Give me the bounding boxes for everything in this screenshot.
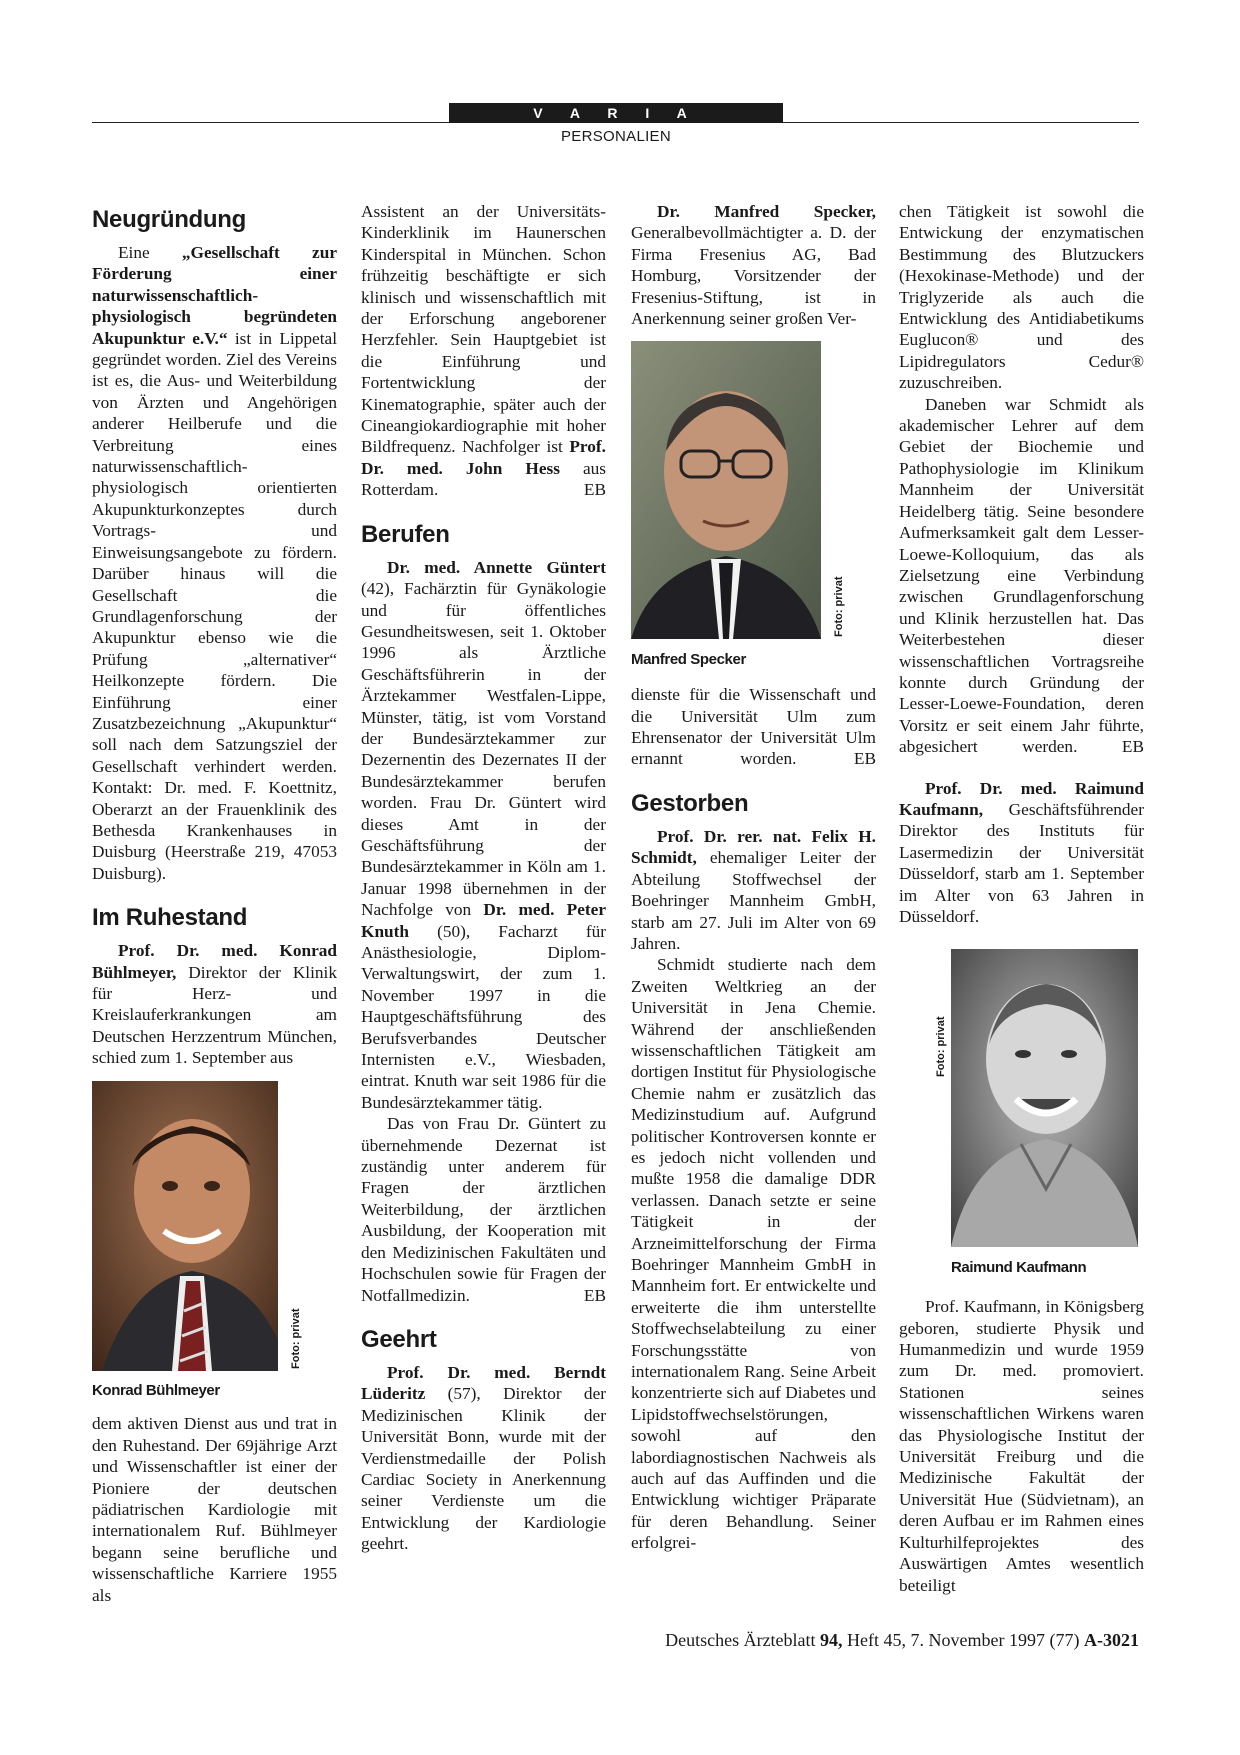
volume: 94, (820, 1630, 843, 1650)
text: Eine (118, 243, 182, 262)
photo-caption: Raimund Kaufmann (951, 1258, 1087, 1276)
person-name: Prof. Dr. med. Raimund Kaufmann, (899, 778, 1144, 819)
photo-credit: Foto: privat (935, 1016, 947, 1078)
text: (50), Facharzt für Anästhesiologie, Diplom-Verwaltungswirt, der zum 1. November 1997 in die Hauptgeschäftsführung des Berufsverbandes Deutscher Internisten e.V., Wiesbaden, eintrat. Knuth war seit 1986 für die Bundesärztekammer tätig. (361, 921, 606, 1112)
article-ruhestand-cont: dem aktiven Dienst aus und trat in den Ruhestand. Der 69jährige Arzt und Wissenschaftler ist einer der Pioniere der deutschen pädiatrischen Kardiologie mit internationalem Ruf. Bühlmeyer begann seine berufliche und wissenschaftliche Karriere 1955 als (92, 1414, 337, 1605)
person-name: Prof. Dr. med. Berndt Lüderitz (361, 1362, 606, 1404)
page-number: A-3021 (1084, 1630, 1139, 1650)
photo-caption: Konrad Bühlmeyer (92, 1382, 220, 1400)
text: Assistent an der Universitäts-Kinderklinik im Haunerschen Kinderspital in München. Schon frühzeitig beschäftigte er sich klinisch und wissenschaftlich mit der Erforschung angeborener Herzfehler. Sein Hauptgebiet ist die Einführung und Fortentwicklung der Kinematographie, später auch der Cineangiokardiographie mit hoher Bildfrequenz. Nachfolger ist (361, 202, 606, 457)
journal-name: Deutsches Ärzteblatt (665, 1630, 821, 1650)
text: Geschäftsführender Direktor des Instituts für Lasermedizin der Universität Düsseldorf, starb am 1. September im Alter von 63 Jahren in Düsseldorf. (899, 799, 1144, 926)
article-berufen (361, 557, 606, 1114)
person-name: Dr. med. Peter Knuth (361, 900, 606, 941)
article-schmidt-end-2: Daneben war Schmidt als akademischer Lehrer auf dem Gebiet der Biochemie und Pathophysiologie im Klinikum Mannheim der Universität Heidelberg tätig. Seine besondere Aufmerksamkeit galt dem Lesser-Loewe-Kolloquium, das als Zielsetzung eine Verbindung zwischen Grundlagenforschung und Klinik herzustellen hat. Das Weiterbestehen dieser wissenschaftlichen Vortragsreihe konnte durch Gründung der Lesser-Loewe-Foundation, deren Vorsitz er seit einem Jahr führte, abgesichert werden. EB (899, 394, 1144, 757)
heading-neugruendung: Neugründung (92, 206, 247, 233)
article-schmidt-cont: Schmidt studierte nach dem Zweiten Weltkrieg an der Universität in Jena Chemie. Während der anschließenden wissenschaftlichen Tätigkeit am dortigen Institut für Physiologische Chemie nahm er zusätzlich das Medizinstudium auf. Aufgrund politischer Kontroversen konnte er es jedoch nicht vollenden und mußte 1958 die damalige DDR verlassen. Danach setzte er seine Tätigkeit in der Arzneimittelforschung der Firma Boehringer Mannheim GmbH in Mannheim fort. Er entwickelte und erweiterte die ihm unterstellte Stoffwechselabteilung zu einer Forschungsstätte von internationalem Rang. Seine Arbeit konzentrierte sich auf Diabetes und Lipidstoffwechselstörungen, sowohl auf den labordiagnostischen Nachweis als auch auf das Auffinden und die Entwicklung wichtiger Präparate für deren Behandlung. Seiner erfolgrei- (631, 955, 876, 1553)
article-kaufmann (899, 778, 1144, 928)
society-name: „Gesellschaft zur Förderung einer naturwissenschaftlich-physiologisch begründeten Akupunktur e.V.“ (92, 243, 337, 348)
article-specker-cont: dienste für die Wissenschaft und die Universität Ulm zum Ehrensenator der Universität Ulm ernannt worden. EB (631, 685, 876, 769)
text: ehemaliger Leiter der Abteilung Stoffwechsel der Boehringer Mannheim GmbH, starb am 27. Juli im Alter von 69 Jahren. (631, 848, 876, 953)
heading-gestorben: Gestorben (631, 789, 749, 817)
category-banner: V A R I A (449, 103, 783, 123)
text: Generalbevollmächtigter a. D. der Firma Fresenius AG, Bad Homburg, Vorsitzender der Fresenius-Stiftung, ist in Anerkennung seiner großen Ver- (631, 223, 876, 329)
person-name: Prof. Dr. med. Konrad Bühlmeyer, (92, 941, 337, 982)
heading-geehrt: Geehrt (361, 1325, 437, 1353)
person-name: Prof. Dr. rer. nat. Felix H. Schmidt, (631, 826, 876, 868)
page-footer (665, 1630, 1139, 1651)
text: Direktor der Klinik für Herz- und Kreislauferkrankungen am Deutschen Herzzentrum München, schied zum 1. September aus (92, 962, 337, 1068)
article-geehrt (361, 1362, 606, 1555)
article-specker (631, 201, 876, 329)
article-ruhestand-end (361, 201, 606, 501)
article-neugruendung (92, 242, 337, 884)
article-schmidt (631, 826, 876, 954)
article-schmidt-end: chen Tätigkeit ist sowohl die Entwickung der enzymatischen Bestimmung des Blutzuckers (Hexokinase-Methode) und der Triglyzeride als auch die Entwicklung des Antidiabetikums Euglucon® und des Lipidregulators Cedur® zuzuschreiben. (899, 202, 1144, 393)
photo-specker-block (631, 341, 876, 670)
heading-berufen: Berufen (361, 520, 450, 548)
portrait-photo (92, 1081, 278, 1371)
photo-credit: Foto: privat (290, 1308, 302, 1369)
portrait-photo (631, 341, 821, 639)
article-berufen-cont: Das von Frau Dr. Güntert zu übernehmende Dezernat ist zuständig unter anderem für Fragen der ärztlichen Weiterbildung, der ärztlichen Ausbildung, der Kooperation mit den Medizinischen Fakultäten und Hochschulen sowie für Fragen der Notfallmedizin. EB (361, 1114, 606, 1305)
photo-caption: Manfred Specker (631, 650, 746, 668)
photo-credit: Foto: privat (833, 576, 845, 638)
photo-buehlmeyer-block (92, 1081, 337, 1402)
section-title: PERSONALIEN (561, 128, 671, 145)
article-kaufmann-cont: Prof. Kaufmann, in Königsberg geboren, studierte Physik und Humanmedizin und wurde 1959 zum Dr. med. promoviert. Stationen seines wissenschaftlichen Wirkens waren das Physiologische Institut der Universität Freiburg und die Medizinische Fakultät der Universität Hue (Südvietnam), an deren Aufbau er im Rahmen eines Kulturhilfeprojektes des Auswärtigen Amtes wesentlich beteiligt (899, 1297, 1144, 1595)
person-name: Dr. med. Annette Güntert (387, 557, 606, 577)
text: (42), Fachärztin für Gynäkologie und für öffentliches Gesundheitswesen, seit 1. Oktober 1996 als Ärztliche Geschäftsführerin in der Ärztekammer Westfalen-Lippe, Münster, tätig, ist vom Vorstand der Bundesärztekammer zur Dezernentin des Dezernates II der Bundesärztekammer berufen worden. Frau Dr. Güntert wird dieses Amt in der Geschäftsführung der Bundesärztekammer in Köln am 1. Januar 1998 übernehmen in der Nachfolge von (361, 579, 606, 920)
portrait-photo (951, 949, 1138, 1247)
column-1 (92, 206, 337, 1606)
text: (57), Direktor der Medizinischen Klinik der Universität Bonn, wurde mit der Verdienstmedaille der Polish Cardiac Society in Anerkennung seiner Verdienste um die Entwicklung der Kardiologie geehrt. (361, 1384, 606, 1554)
article-ruhestand (92, 940, 337, 1068)
person-name: Prof. Dr. med. John Hess (361, 437, 606, 478)
text: aus Rotterdam. EB (361, 458, 606, 500)
column-4 (899, 201, 1144, 1596)
column-3 (631, 201, 876, 1554)
column-2 (361, 201, 606, 1555)
text: ist in Lippetal gegründet worden. Ziel des Vereins ist es, die Aus- und Weiterbildung von Ärzten und Angehörigen anderer Heilberufe und die Verbreitung eines naturwissenschaftlich-physiologisch orientierten Akupunkturkonzeptes durch Vortrags- und Einweisungsangebote zu fördern. Darüber hinaus will die Gesellschaft die Grundlagenforschung der Akupunktur ebenso wie die Prüfung „alternativer“ Heilkonzepte fördern. Die Einführung einer Zusatzbezeichnung „Akupunktur“ soll nach dem Satzungsziel der Gesellschaft verhindert werden. Kontakt: Dr. med. F. Koettnitz, Oberarzt an der Frauenklinik des Bethesda Krankenhauses in Duisburg (Heerstraße 219, 47053 Duisburg). (92, 328, 337, 883)
heading-ruhestand: Im Ruhestand (92, 904, 248, 932)
issue: Heft 45, 7. November 1997 (77) (842, 1630, 1084, 1650)
photo-kaufmann-block (935, 949, 1144, 1278)
person-name: Dr. Manfred Specker, (657, 202, 876, 221)
